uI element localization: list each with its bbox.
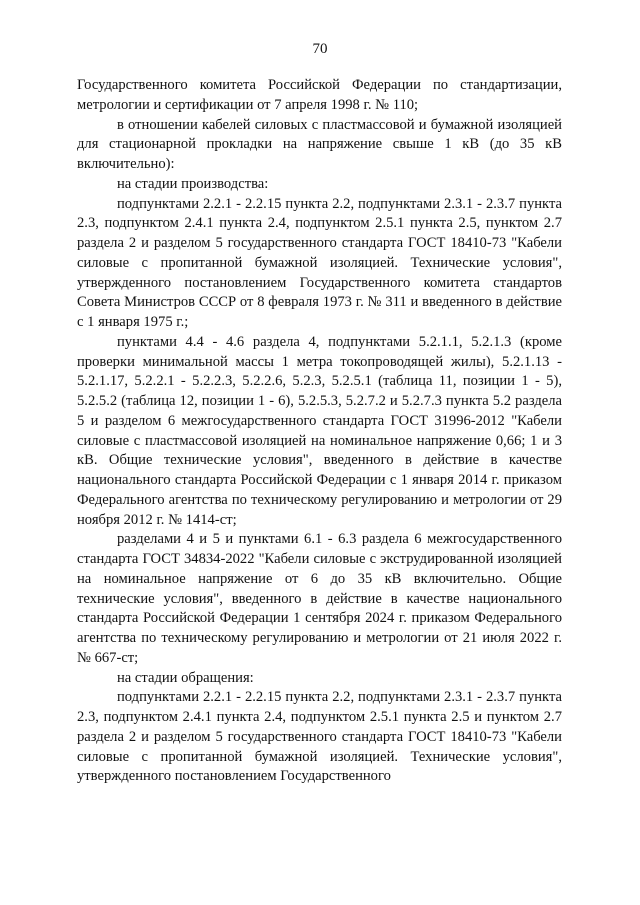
paragraph: подпунктами 2.2.1 - 2.2.15 пункта 2.2, подпунктами 2.3.1 - 2.3.7 пункта 2.3, подпунктом 2.4.1 пункта 2.4, подпунктом 2.5.1 пункта 2.5 и пунктом 2.7 раздела 2 и разделом 5 государственного стандарта ГОСТ 18410-73 "Кабели силовые с пропитанной бумажной изоляцией. Технические условия", утвержденного постановлением Государственного (77, 689, 562, 785)
paragraph: на стадии производства: (117, 175, 269, 192)
paragraph: пунктами 4.4 - 4.6 раздела 4, подпунктами 5.2.1.1, 5.2.1.3 (кроме проверки минимальной массы 1 метра токопроводящей жилы), 5.2.1.13 - 5.2.1.17, 5.2.2.1 - 5.2.2.3, 5.2.2.6, 5.2.3, 5.2.5.1 (таблица 11, позиции 1 - 5), 5.2.5.2 (таблица 12, позиции 1 - 6), 5.2.5.3, 5.2.7.2 и 5.2.7.3 пункта 5.2 раздела 5 и разделом 6 межгосударственного стандарта ГОСТ 31996-2012 "Кабели силовые с пластмассовой изоляцией на номинальное напряжение 0,66; 1 и 3 кВ. Общие технические условия", введенного в действие в качестве национального стандарта Российской Федерации с 1 января 2014 г. приказом Федерального агентства по техническому регулированию и метрологии от 29 ноября 2012 г. № 1414-ст; (77, 333, 562, 528)
paragraph: подпунктами 2.2.1 - 2.2.15 пункта 2.2, подпунктами 2.3.1 - 2.3.7 пункта 2.3, подпунктом 2.4.1 пункта 2.4, подпунктом 2.5.1 пункта 2.5, пунктом 2.7 раздела 2 и разделом 5 государственного стандарта ГОСТ 18410-73 "Кабели силовые с пропитанной бумажной изоляцией. Технические условия", утвержденного постановлением Государственного комитета стандартов Совета Министров СССР от 8 февраля 1973 г. № 311 и введенного в действие с 1 января 1975 г.; (77, 195, 562, 330)
paragraph: в отношении кабелей силовых с пластмассовой и бумажной изоляцией для стационарной прокладки на напряжение свыше 1 кВ (до 35 кВ включительно): (77, 116, 562, 172)
document-body (77, 76, 562, 787)
paragraph: разделами 4 и 5 и пунктами 6.1 - 6.3 раздела 6 межгосударственного стандарта ГОСТ 34834-2022 "Кабели силовые с экструдированной изоляцией на номинальное напряжение от 6 до 35 кВ включительно. Общие технические условия", введенного в действие в качестве национального стандарта Российской Федерации 1 сентября 2024 г. приказом Федерального агентства по техническому регулированию и метрологии от 21 июля 2022 г. № 667-ст; (77, 531, 562, 666)
paragraph: Государственного комитета Российской Федерации по стандартизации, метрологии и сертификации от 7 апреля 1998 г. № 110; (77, 77, 562, 113)
paragraph: на стадии обращения: (117, 669, 254, 686)
page-number: 70 (312, 41, 328, 57)
